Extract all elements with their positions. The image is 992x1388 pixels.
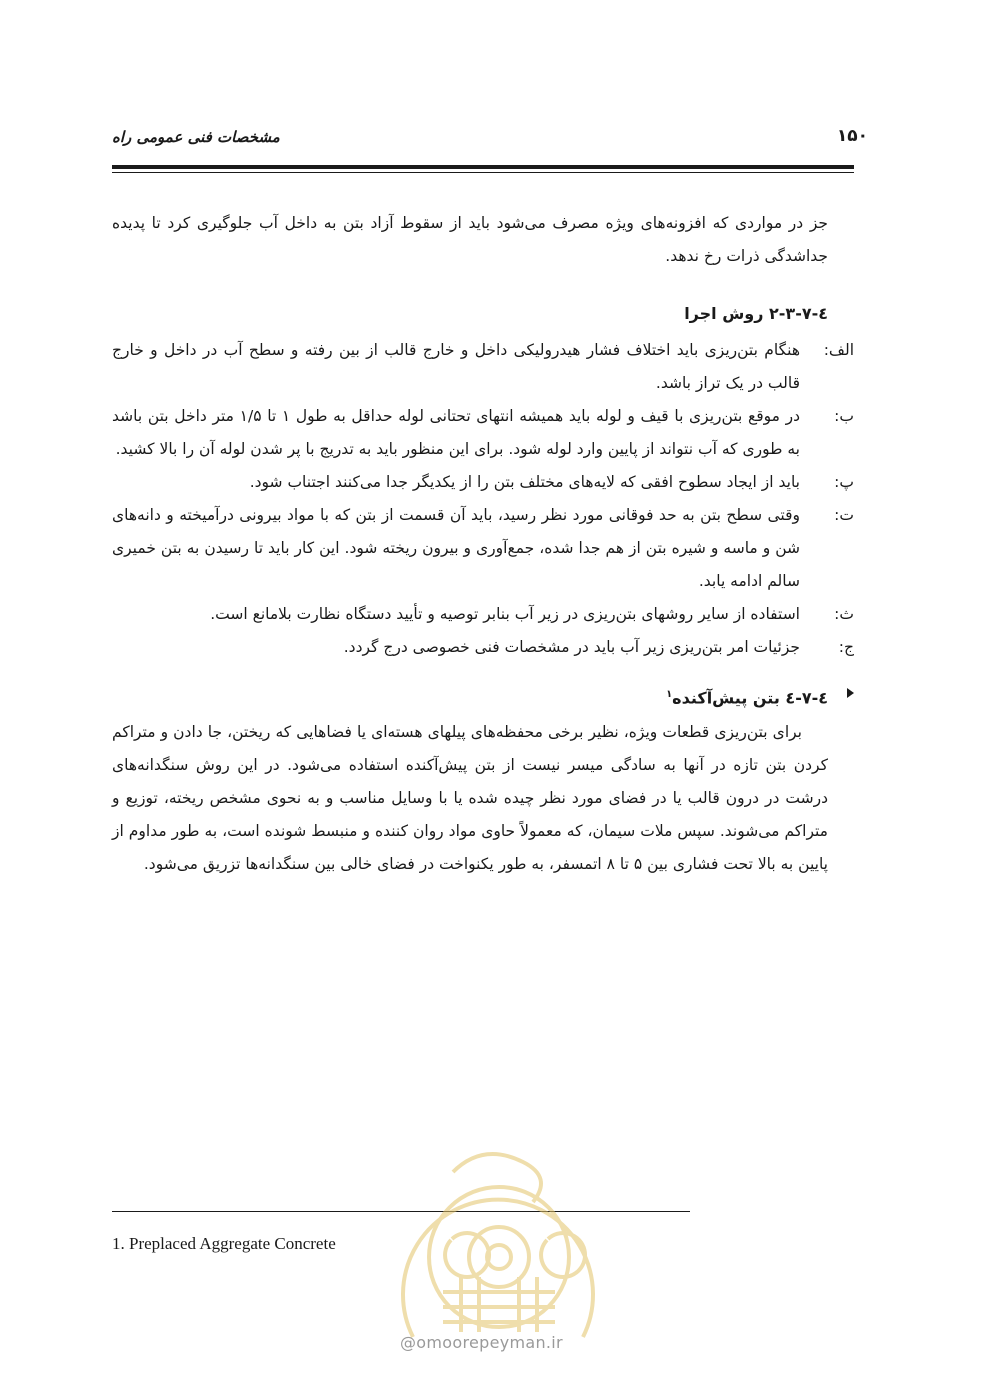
- list-item: [112, 334, 854, 400]
- list-item-label: ت:: [834, 506, 854, 524]
- header-rule-thick: [112, 165, 854, 169]
- list-item: [112, 466, 854, 499]
- triangle-bullet-icon: [847, 688, 854, 698]
- list-item-label: ب:: [834, 407, 854, 425]
- section-heading-text: ٤-٧-٤ بتن پیش‌آکنده: [672, 688, 828, 708]
- footnote-reference: ۱: [666, 689, 673, 700]
- list-item: [112, 598, 854, 631]
- list-item-text: باید از ایجاد سطوح افقی که لایه‌های مختلف بتن را از یکدیگر جدا می‌کنند اجتناب شود.: [249, 473, 800, 491]
- header-rule-thin: [112, 172, 854, 173]
- section-heading-preplaced: [112, 678, 854, 714]
- list-item-text: وقتی سطح بتن به حد فوقانی مورد نظر رسید، باید آن قسمت از بتن که با مواد بیرونی درآمیخته و دانه‌های شن و ماسه و شیره بتن از هم جدا شده، جمع‌آوری و بیرون ریخته شود. این کار باید تا رسیدن به بتن خمیری سالم ادامه یابد.: [112, 506, 800, 590]
- body-paragraph: برای بتن‌ریزی قطعات ویژه، نظیر برخی محفظه‌های پیلهای هسته‌ای یا فضاهایی که ریختن، جا دادن و متراکم کردن بتن تازه در آنها به سادگی میسر نیست از بتن پیش‌آکنده استفاده می‌شود. در این روش سنگدانه‌های درشت در درون قالب یا در فضای مورد نظر چیده شده یا با وسایل مناسب و به نحوی مشخص ریخته، توزیع و متراکم می‌شوند. سپس ملات سیمان، که معمولاً حاوی مواد روان کننده و منبسط شونده است، به طور مداوم از پایین به بالا تحت فشاری بین ۵ تا ۸ اتمسفر، به طور یکنواخت در فضای خالی بین سنگدانه‌ها تزریق می‌شود.: [112, 723, 828, 874]
- list-item-label: ث:: [834, 605, 854, 623]
- list-item-text: هنگام بتن‌ریزی باید اختلاف فشار هیدرولیکی داخل و خارج قالب از بین رفته و سطح آب در داخل و خارج قالب در یک تراز باشد.: [112, 341, 800, 392]
- body-content: [112, 207, 854, 881]
- footnote-text: 1. Preplaced Aggregate Concrete: [112, 1234, 336, 1253]
- section-heading: ٤-٧-٣-٢ روش اجرا: [684, 304, 828, 323]
- publisher-seal-watermark: [383, 1132, 615, 1352]
- list-item-text: استفاده از سایر روشهای بتن‌ریزی در زیر آب بنابر توصیه و تأیید دستگاه نظارت بلامانع است.: [210, 605, 800, 623]
- list-item-text: جزئیات امر بتن‌ریزی زیر آب باید در مشخصات فنی خصوصی درج گردد.: [343, 638, 800, 656]
- list-item-text: در موقع بتن‌ریزی با قیف و لوله باید همیشه انتهای تحتانی لوله حداقل به طول ۱ تا ۱/۵ متر داخل بتن باشد به طوری که آب نتواند از پایین وارد لوله شود. برای این منظور باید به تدریج با پر شدن لوله آن را بالا کشید.: [112, 407, 800, 458]
- watermark-text: @omoorepeyman.ir: [400, 1333, 563, 1352]
- list-item-label: الف:: [823, 341, 854, 359]
- list-item-label: پ:: [834, 473, 854, 491]
- list-item: [112, 631, 854, 664]
- list-item-label: ج:: [838, 638, 854, 656]
- intro-paragraph: جز در مواردی که افزونه‌های ویژه مصرف می‌شود باید از سقوط آزاد بتن به داخل آب جلوگیری کرد تا پدیده جداشدگی ذرات رخ ندهد.: [112, 214, 828, 265]
- list-item: [112, 499, 854, 598]
- list-item: [112, 400, 854, 466]
- page-number: ۱۵۰: [836, 126, 868, 146]
- running-title: مشخصات فنی عمومی راه: [112, 128, 280, 146]
